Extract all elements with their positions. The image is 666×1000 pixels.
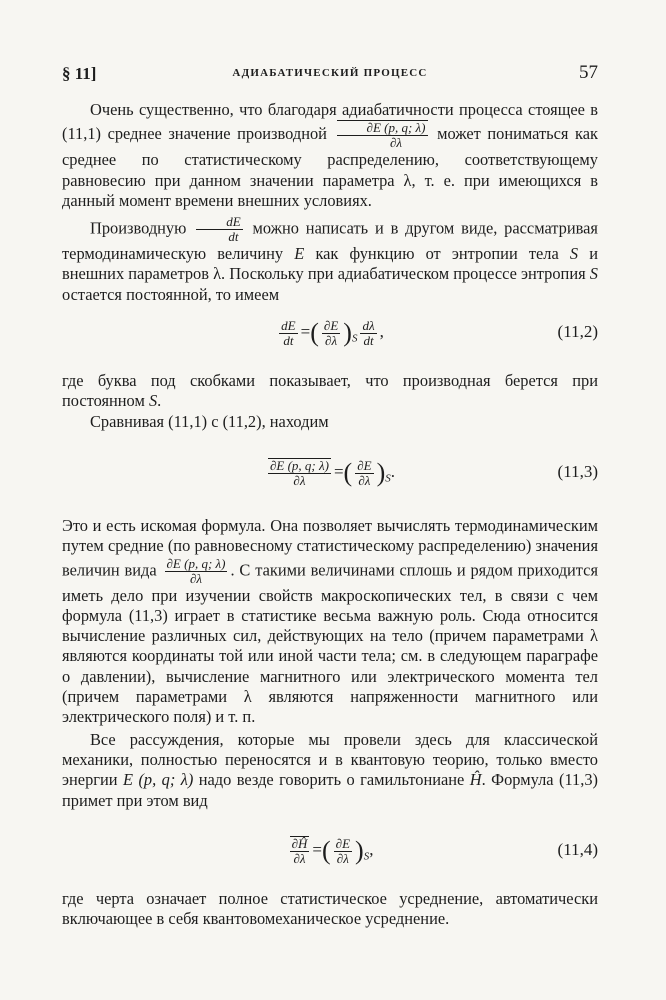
text-block-4 — [62, 889, 598, 930]
page-header — [62, 64, 598, 88]
equation-label: (11,2) — [557, 322, 598, 341]
text-block-3 — [62, 516, 598, 811]
text-block-1 — [62, 100, 598, 305]
running-title: АДИАБАТИЧЕСКИЙ ПРОЦЕСС — [232, 67, 428, 79]
equation-11-2: $\frac{dE}{dt}$ =( $\frac{\partial E}{\partial\lambda}$ )$_S$ $\frac{d\lambda}{dt}$ , (11,2) — [62, 308, 598, 356]
section-number: § 11] — [62, 64, 97, 83]
equation-label: (11,3) — [557, 462, 598, 481]
equation-11-3: $\frac{\partial E (p, q; \lambda)}{\partial\lambda}$ =( $\frac{\partial E}{\partial\lambda}$ )$_S$. (11,3) — [62, 448, 598, 496]
paragraph-comparing: Сравнивая (11,1) с (11,2), находим — [90, 411, 329, 431]
paragraph-quantum: Все рассуждения, которые мы провели здесь для классической механики, полностью переносятся и в квантовую теорию, только вместо энергии E (p, q; λ) надо везде говорить о гамильтониане Ĥ. Формула (11,3) примет при этом вид — [62, 729, 598, 810]
paragraph-formula-use: Это и есть искомая формула. Она позволяет вычислять термодинамическим путем средние (по равновесному статистическому распределению) значения величин вида $\frac{\partial E (p, q; \lambda)}{\partial\lambda}$ . С такими величинами сплошь и рядом приходится иметь дело при изучении свойств макроскопических тел, в связи с чем формула (11,3) играет в статистике весьма важную роль. Сюда относится вычисление различных сил, действующих на тело (причем параметрами λ являются координаты той или иной части тела; см. в следующем параграфе о давлении), вычисление магнитного или электрического момента тел (причем параметрами λ являются напряженности магнитного или электрического поля) и т. п. — [62, 516, 598, 727]
paragraph-averaging-note: где черта означает полное статистическое усреднение, автоматически включающее в себя квантовомеханическое усреднение. — [62, 889, 598, 929]
page-number: 57 — [579, 62, 598, 83]
paragraph-adiabatic-average: Очень существенно, что благодаря адиабатичности процесса стоящее в (11,1) среднее значение производной $\frac{\partial E (p, q; \lambda)}{\partial\lambda}$ может пониматься как среднее по статистическому распределению, соответствующему равновесию при данном значении параметра λ, т. е. при имеющихся в данный момент времени внешних условиях. — [62, 100, 598, 210]
fraction-dE-dt: $\frac{dE}{dt}$ — [196, 215, 242, 244]
paragraph-derivative: Производную $\frac{dE}{dt}$ можно написать и в другом виде, рассматривая термодинамическую величину E как функцию от энтропии тела S и внешних параметров λ. Поскольку при адиабатическом процессе энтропия S остается постоянной, то имеем — [62, 214, 599, 304]
equation-label: (11,4) — [557, 840, 598, 859]
text-block-2 — [62, 371, 598, 432]
equation-11-4: $\frac{\partial Ĥ}{\partial\lambda}$ =( $\frac{\partial E}{\partial\lambda}$ )$_S$, (11,4) — [62, 826, 598, 874]
paragraph-bracket-note: где буква под скобками показывает, что производная берется при постоянном S. — [62, 371, 598, 411]
fraction-dE-dlambda: $\frac{\partial E (p, q; \lambda)}{\partial\lambda}$ — [337, 120, 428, 150]
